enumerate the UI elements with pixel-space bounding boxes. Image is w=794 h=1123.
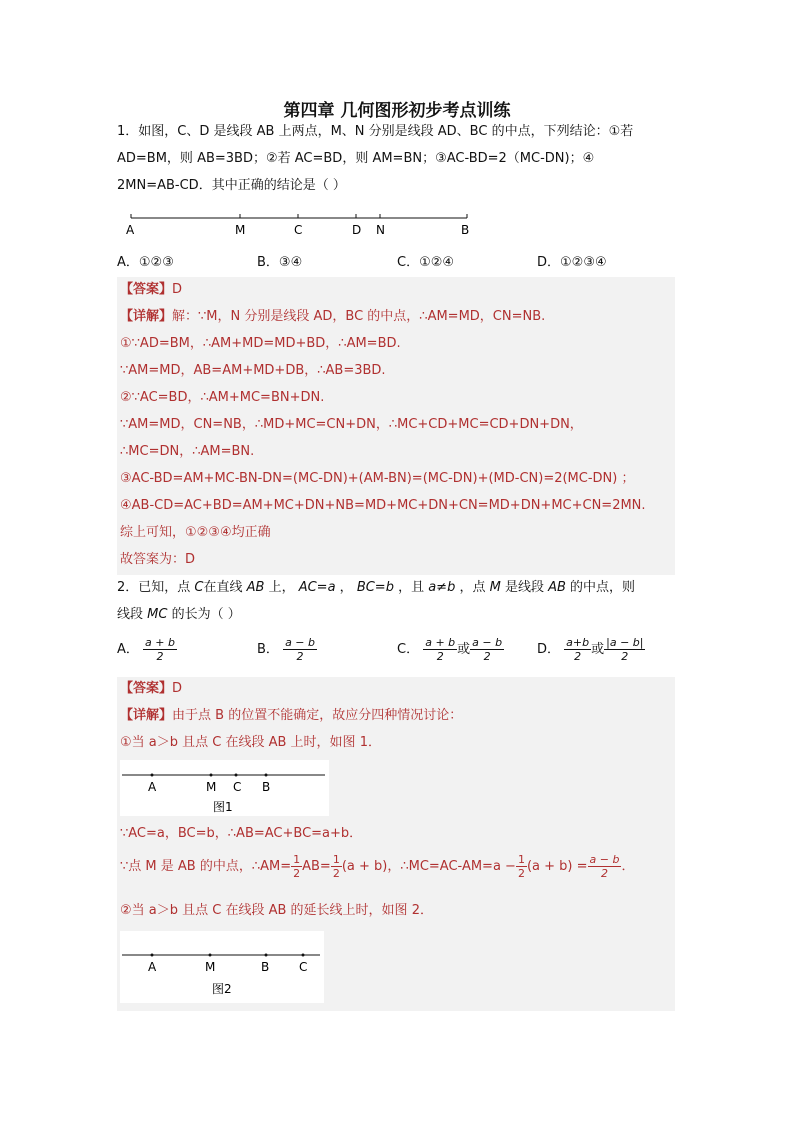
- denominator: 2: [436, 650, 444, 663]
- q1-option-a[interactable]: A．①②③: [117, 255, 174, 270]
- denominator: 2: [574, 650, 582, 663]
- q2-text: AB: [246, 580, 265, 595]
- denominator: 2: [332, 867, 340, 880]
- fraction: [283, 636, 317, 663]
- q1-option-d[interactable]: D．①②③④: [537, 255, 607, 270]
- denominator: 2: [293, 867, 301, 880]
- fraction: [588, 853, 622, 880]
- fraction: [143, 636, 177, 663]
- text: ．: [621, 859, 635, 874]
- option-label: D．: [537, 642, 561, 657]
- option-label: C．: [397, 642, 420, 657]
- q2-case1: ①当 a＞b 且点 C 在线段 AB 上时，如图 1．: [120, 735, 381, 750]
- label-m: M: [206, 780, 217, 794]
- detail-tag: 【详解】: [120, 708, 173, 723]
- q2-text: M: [489, 580, 501, 595]
- point-c: [302, 954, 305, 957]
- q2-text: ，且: [393, 580, 429, 595]
- q2-c1-line2: [120, 853, 634, 880]
- page-title: 第四章 几何图形初步考点训练: [283, 101, 511, 121]
- label-m: M: [205, 960, 216, 974]
- point-a: [151, 774, 154, 777]
- figure-1: [120, 760, 329, 816]
- q2-option-c[interactable]: [397, 636, 504, 663]
- point-b: [265, 774, 268, 777]
- q1-detail-line2: ∵AM=MD，AB=AM+MD+DB，∴AB=3BD.: [120, 363, 386, 378]
- q2-text: 线段: [117, 607, 148, 622]
- text: AB=: [302, 859, 331, 874]
- numerator: |a − b|: [606, 636, 644, 649]
- option-label: A．: [117, 642, 139, 657]
- q2-text: AC=a: [298, 580, 336, 595]
- label-a: A: [148, 960, 157, 974]
- fraction: [604, 636, 645, 663]
- figure-2: [120, 931, 324, 1003]
- answer-value: D: [172, 282, 183, 297]
- detail-tag: 【详解】: [120, 309, 173, 324]
- q2-text: ，点: [455, 580, 490, 595]
- label-c: C: [299, 960, 308, 974]
- q2-detail-intro: [120, 702, 462, 730]
- q1-answer-line: [120, 276, 182, 304]
- q1-detail-line1: ①∵AD=BM，∴AM+MD=MD+BD，∴AM=BD.: [120, 336, 401, 351]
- q2-text: C: [194, 580, 204, 595]
- label-b: B: [261, 960, 270, 974]
- point-c: [235, 774, 238, 777]
- numerator: a+b: [566, 636, 590, 649]
- fraction: [470, 636, 504, 663]
- q1-detail-line6: ③AC-BD=AM+MC-BN-DN=(MC-DN)+(AM-BN)=(MC-DN)+(MD-CN)=2(MC-DN) ；: [120, 471, 635, 486]
- q1-detail-line0: [120, 303, 545, 331]
- fraction: [423, 636, 457, 663]
- numerator: a − b: [285, 636, 315, 649]
- label-b: B: [262, 780, 271, 794]
- q2-option-b[interactable]: [257, 636, 317, 663]
- answer-value: D: [172, 681, 183, 696]
- fraction: [331, 853, 342, 880]
- point-m: [209, 954, 212, 957]
- detail-text: 由于点 B 的位置不能确定，故应分四种情况讨论：: [172, 708, 463, 723]
- or-text: 或: [591, 642, 605, 657]
- q2-stem-line1: [117, 574, 635, 602]
- numerator: a − b: [589, 853, 620, 866]
- denominator: 2: [156, 650, 164, 663]
- q2-text: a≠b: [428, 580, 456, 595]
- label-c: C: [294, 223, 303, 237]
- numerator: 1: [332, 853, 340, 866]
- fraction: [516, 853, 527, 880]
- fraction: [291, 853, 302, 880]
- q2-case2: ②当 a＞b 且点 C 在线段 AB 的延长线上时，如图 2．: [120, 903, 433, 918]
- figure-1-caption: 图1: [213, 800, 233, 814]
- denominator: 2: [600, 867, 608, 880]
- q1-stem-line3: 2MN=AB-CD．其中正确的结论是（ ）: [117, 178, 346, 193]
- q1-option-c[interactable]: C．①②④: [397, 255, 455, 270]
- denominator: 2: [483, 650, 491, 663]
- q2-stem-line2: [117, 601, 241, 629]
- q2-option-d[interactable]: [537, 636, 645, 663]
- denominator: 2: [621, 650, 629, 663]
- q1-summary: 综上可知，①②③④均正确: [120, 525, 271, 540]
- text: (a + b)，∴MC=AC-AM=a −: [341, 859, 516, 874]
- denominator: 2: [517, 867, 525, 880]
- q2-text: MC: [147, 607, 168, 622]
- q1-stem-line2: AD=BM，则 AB=3BD；②若 AC=BD，则 AM=BN；③AC-BD=2（MC-DN)；④: [117, 151, 595, 166]
- q1-detail-line4: ∵AM=MD，CN=NB，∴MD+MC=CN+DN，∴MC+CD+MC=CD+DN+DN，: [120, 417, 583, 432]
- point-a: [151, 954, 154, 957]
- answer-tag: 【答案】: [120, 681, 173, 696]
- numerator: a − b: [472, 636, 503, 649]
- text: ∵点 M 是 AB 的中点，∴AM=: [120, 859, 292, 874]
- q2-text: 是线段: [500, 580, 549, 595]
- point-b: [265, 954, 268, 957]
- q2-text: ，: [335, 580, 357, 595]
- q1-detail-line3: ②∵AC=BD，∴AM+MC=BN+DN.: [120, 390, 325, 405]
- q2-text: 上，: [264, 580, 299, 595]
- answer-tag: 【答案】: [120, 282, 173, 297]
- label-m: M: [235, 223, 246, 237]
- q1-stem-line1: 1．如图，C、D 是线段 AB 上两点，M、N 分别是线段 AD、BC 的中点，下列结论：①若: [117, 124, 634, 139]
- numerator: 1: [517, 853, 525, 866]
- numerator: a + b: [425, 636, 456, 649]
- q1-option-b[interactable]: B．③④: [257, 255, 303, 270]
- detail-text: 解：∵M，N 分别是线段 AD，BC 的中点，∴AM=MD，CN=NB.: [172, 309, 546, 324]
- q2-c1-line1: ∵AC=a，BC=b，∴AB=AC+BC=a+b．: [120, 826, 363, 841]
- denominator: 2: [296, 650, 304, 663]
- q1-detail-line5: ∴MC=DN，∴AM=BN.: [120, 444, 255, 459]
- or-text: 或: [457, 642, 471, 657]
- fraction: [564, 636, 591, 663]
- numerator: a + b: [145, 636, 175, 649]
- q2-option-a[interactable]: [117, 636, 177, 663]
- option-label: B．: [257, 642, 279, 657]
- figure-2-caption: 图2: [212, 982, 232, 996]
- q2-text: 的长为（ ）: [167, 607, 241, 622]
- q2-text: 2．已知，点: [117, 580, 195, 595]
- q2-text: AB: [548, 580, 566, 595]
- label-n: N: [376, 223, 385, 237]
- q1-segment-figure: [122, 208, 482, 240]
- q2-text: 在直线: [203, 580, 247, 595]
- label-a: A: [148, 780, 157, 794]
- q2-text: BC=b: [356, 580, 394, 595]
- point-m: [210, 774, 213, 777]
- label-d: D: [352, 223, 362, 237]
- label-c: C: [233, 780, 242, 794]
- label-b: B: [461, 223, 470, 237]
- label-a: A: [126, 223, 135, 237]
- text: (a + b) =: [526, 859, 588, 874]
- numerator: 1: [293, 853, 301, 866]
- q1-detail-line7: ④AB-CD=AC+BD=AM+MC+DN+NB=MD+MC+DN+CN=MD+DN+MC+CN=2MN.: [120, 498, 646, 513]
- q2-answer-line: [120, 675, 182, 703]
- q1-final: 故答案为：D: [120, 552, 196, 567]
- q2-text: 的中点，则: [565, 580, 636, 595]
